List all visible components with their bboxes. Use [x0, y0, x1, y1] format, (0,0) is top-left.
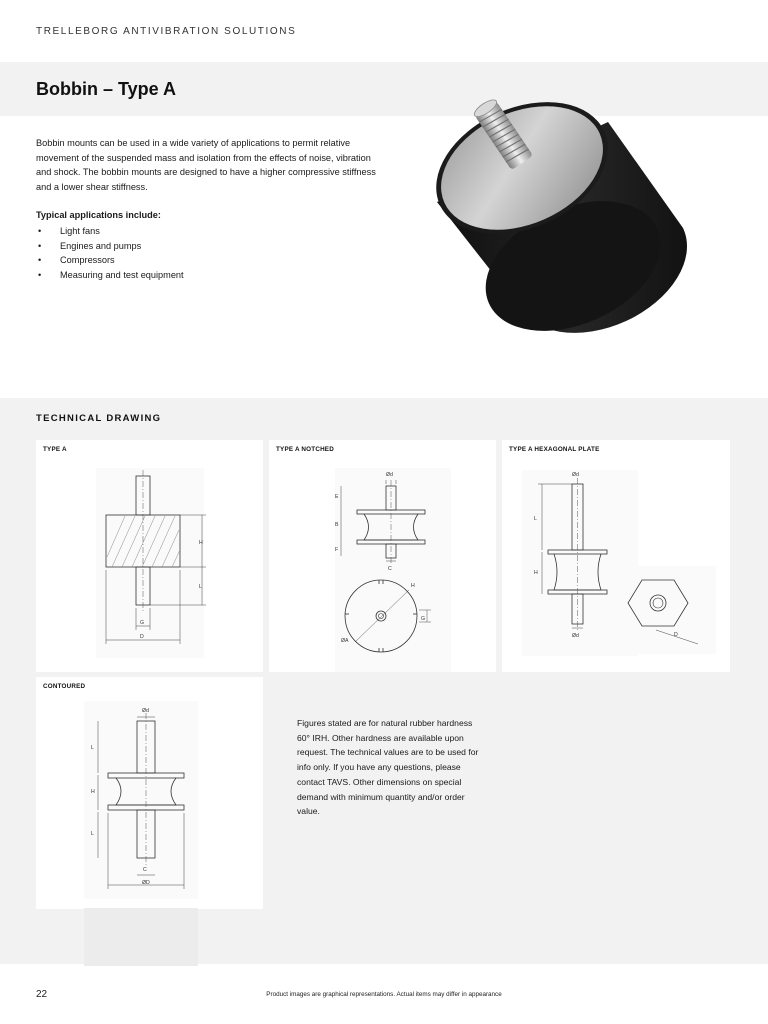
applications-list — [36, 224, 184, 282]
drawing-card-type-a — [36, 440, 263, 672]
dim-label: H — [199, 540, 203, 546]
dim-label: C — [388, 566, 392, 572]
dim-label: L — [534, 516, 537, 522]
dim-label: H — [534, 570, 538, 576]
list-item: • Measuring and test equipment — [36, 268, 184, 283]
type-a-notched-drawing — [269, 440, 496, 672]
dim-label: L — [91, 831, 94, 837]
list-item: • Compressors — [36, 253, 184, 268]
type-a-drawing — [36, 440, 263, 672]
dim-label: Ød — [572, 472, 579, 478]
technical-drawing-heading: TECHNICAL DRAWING — [36, 413, 162, 424]
page-title: Bobbin – Type A — [36, 79, 177, 99]
contoured-drawing — [36, 677, 263, 909]
dim-label: B — [335, 522, 339, 528]
drawing-card-type-a-notched — [269, 440, 496, 672]
dim-label: E — [335, 494, 339, 500]
technical-note: Figures stated are for natural rubber hardness 60° IRH. Other hardness are available upon request. The technical values are to be used for info only. If you have any questions, please contact TAVS. Other dimensions on special demand with minimum quantity and/or order value. — [297, 718, 479, 817]
bobbin-product-image — [425, 80, 695, 335]
dim-label: D — [140, 634, 144, 640]
dim-label: Ød — [386, 472, 393, 478]
hexagonal-plate-drawing — [502, 440, 730, 672]
drawing-label: TYPE A NOTCHED — [276, 446, 334, 453]
applications-heading: Typical applications include: — [36, 210, 161, 220]
dim-label: F — [335, 547, 339, 553]
dim-label: Ød — [572, 633, 579, 639]
drawing-label: CONTOURED — [43, 683, 86, 690]
dim-label: D — [674, 632, 678, 638]
image-shadow — [84, 908, 198, 966]
drawing-card-hexagonal-plate — [502, 440, 730, 672]
dim-label: G — [421, 616, 426, 622]
footer-disclaimer: Product images are graphical representations. Actual items may differ in appearance — [266, 991, 502, 998]
intro-paragraph: Bobbin mounts can be used in a wide variety of applications to permit relative movement of the suspended mass and isolation from the effects of noise, vibration and shock. The bobbin mounts are designed to have a higher compressive stiffness and a lower shear stiffness. — [36, 138, 376, 192]
dim-label: ØD — [142, 880, 150, 886]
drawing-label: TYPE A HEXAGONAL PLATE — [509, 446, 600, 453]
list-item: • Light fans — [36, 224, 184, 239]
dim-label: ØA — [341, 638, 349, 644]
dim-label: Ød — [142, 708, 149, 714]
brand-header: TRELLEBORG ANTIVIBRATION SOLUTIONS — [36, 26, 297, 37]
page-number: 22 — [36, 989, 48, 1000]
dim-label: L — [91, 745, 94, 751]
dim-label: G — [140, 620, 145, 626]
dim-label: H — [91, 789, 95, 795]
drawing-label: TYPE A — [43, 446, 67, 453]
dim-label: C — [143, 867, 147, 873]
dim-label: H — [411, 583, 415, 589]
drawing-card-contoured — [36, 677, 263, 909]
dim-label: L — [199, 584, 202, 590]
list-item: • Engines and pumps — [36, 239, 184, 254]
